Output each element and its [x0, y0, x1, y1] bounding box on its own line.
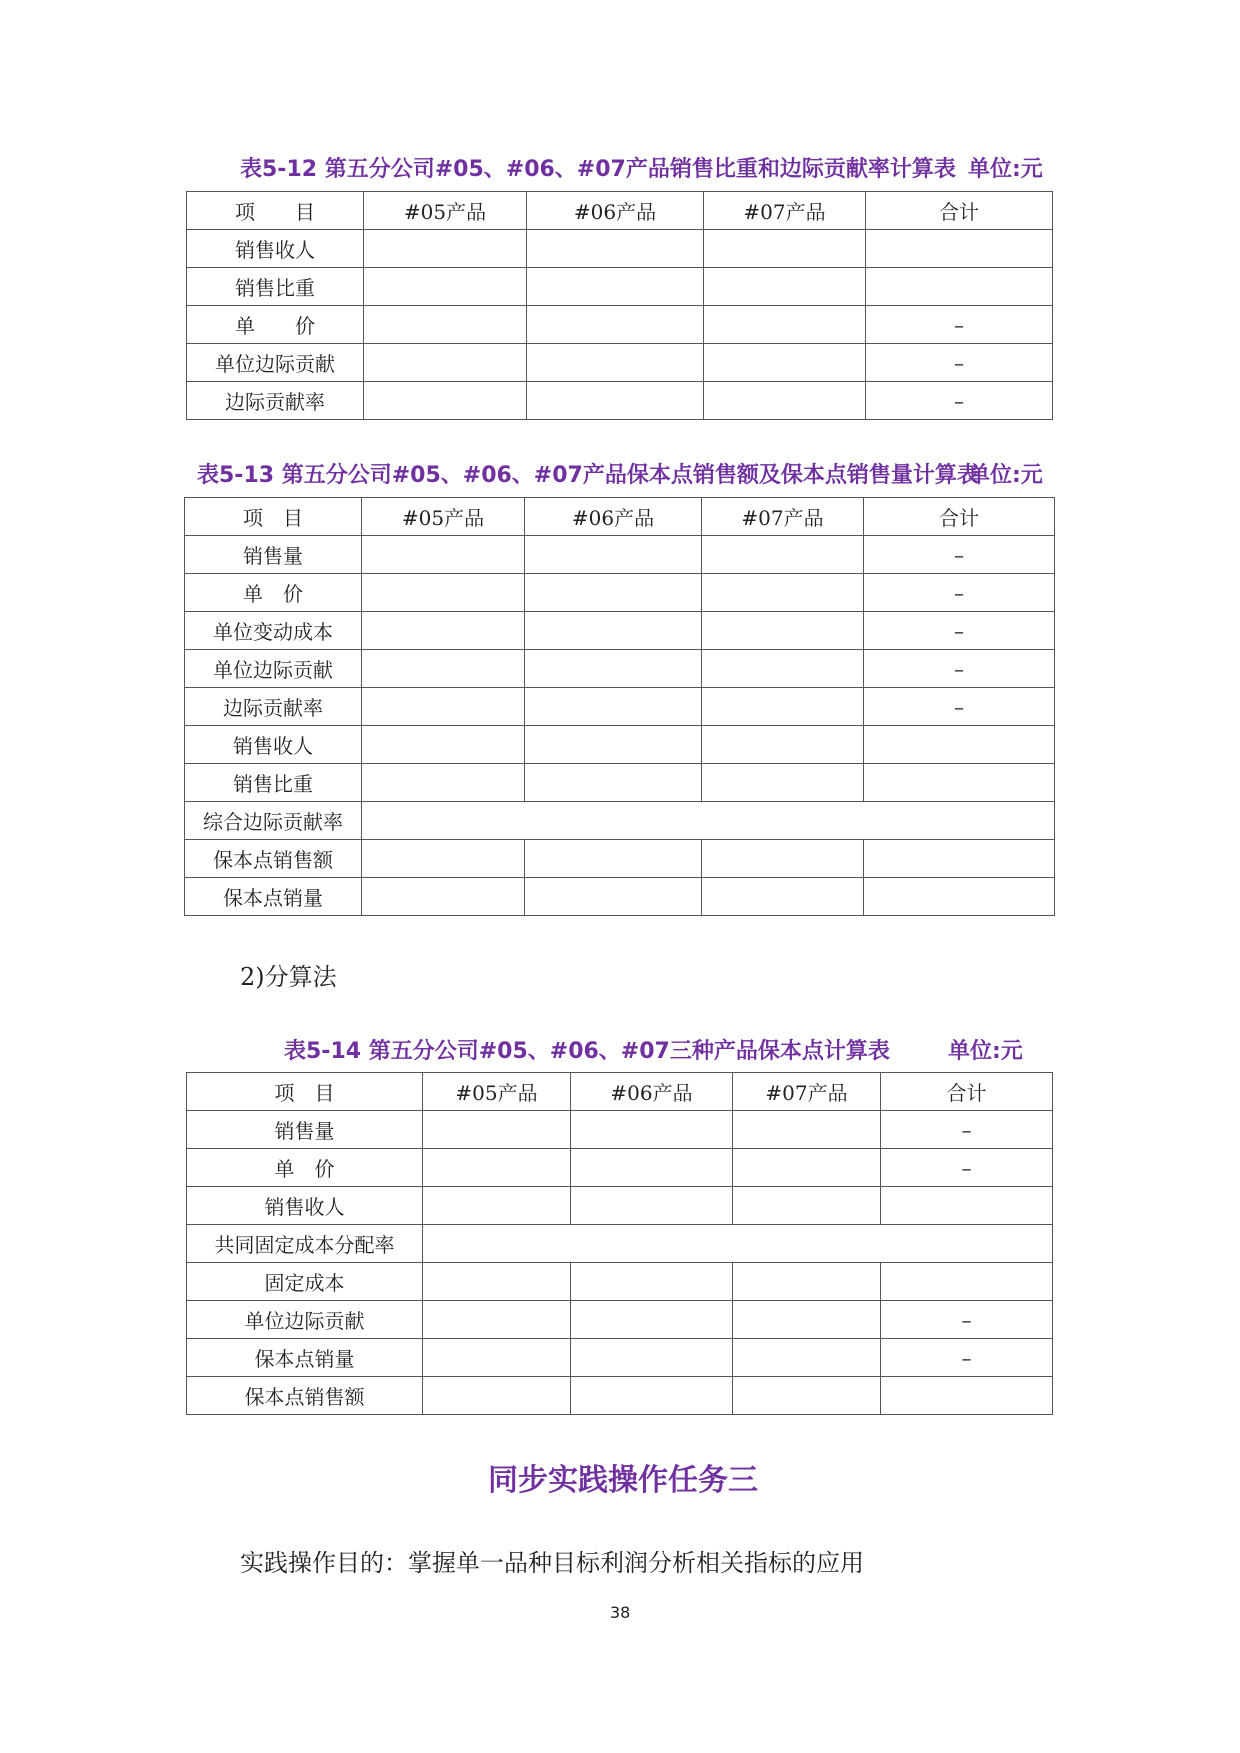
table-cell: – [864, 536, 1055, 574]
table-cell [362, 612, 525, 650]
table-cell: #06产品 [571, 1073, 733, 1111]
table-cell [866, 230, 1053, 268]
table-cell [571, 1187, 733, 1225]
table-cell: – [866, 344, 1053, 382]
table-row [185, 536, 1055, 574]
table-row [185, 612, 1055, 650]
table-cell [364, 268, 527, 306]
table-cell [733, 1377, 881, 1415]
table-cell: – [866, 306, 1053, 344]
table-cell: #07产品 [702, 498, 864, 536]
table-5-13-title: 表5-13 第五分公司#05、#06、#07产品保本点销售额及保本点销售量计算表 [197, 463, 979, 488]
table-cell [702, 536, 864, 574]
row-label: 单位变动成本 [185, 612, 362, 650]
table-cell [525, 650, 702, 688]
table-cell [362, 726, 525, 764]
row-label: 销售收人 [187, 1187, 423, 1225]
row-label: 销售比重 [185, 764, 362, 802]
table-5-13 [184, 497, 1055, 916]
table-row [185, 802, 1055, 840]
table-cell [733, 1301, 881, 1339]
table-row [185, 650, 1055, 688]
table-5-13-unit: 单位:元 [968, 463, 1043, 488]
table-cell [362, 878, 525, 916]
table-cell [423, 1149, 571, 1187]
table-5-14-unit: 单位:元 [948, 1039, 1023, 1064]
row-label: 保本点销量 [187, 1339, 423, 1377]
table-cell [362, 650, 525, 688]
table-row [187, 306, 1053, 344]
section-heading: 同步实践操作任务三 [488, 1463, 758, 1498]
row-label: 单位边际贡献 [187, 1301, 423, 1339]
row-label: 销售量 [187, 1111, 423, 1149]
table-cell [881, 1263, 1053, 1301]
table-cell [702, 878, 864, 916]
table-row [187, 1339, 1053, 1377]
table-row [185, 726, 1055, 764]
table-cell: #06产品 [525, 498, 702, 536]
table-cell [702, 688, 864, 726]
table-row [187, 1301, 1053, 1339]
table-row [187, 344, 1053, 382]
table-cell [364, 306, 527, 344]
table-5-12 [186, 191, 1053, 420]
table-cell [702, 650, 864, 688]
table-cell [702, 574, 864, 612]
table-cell [881, 1187, 1053, 1225]
table-cell [423, 1301, 571, 1339]
table-cell [733, 1149, 881, 1187]
table-cell: #05产品 [423, 1073, 571, 1111]
table-header-row [185, 498, 1055, 536]
table-row [187, 230, 1053, 268]
row-label: 单 价 [187, 306, 364, 344]
table-header-row [187, 1073, 1053, 1111]
table-cell [733, 1111, 881, 1149]
table-cell [423, 1225, 1053, 1263]
table-cell [704, 306, 866, 344]
row-label: 保本点销量 [185, 878, 362, 916]
table-cell [702, 764, 864, 802]
row-label: 项 目 [185, 498, 362, 536]
method-label: 2)分算法 [240, 963, 337, 991]
table-cell [571, 1111, 733, 1149]
table-cell [364, 382, 527, 420]
table-row [187, 1225, 1053, 1263]
table-cell [527, 268, 704, 306]
table-cell [362, 764, 525, 802]
table-row [185, 688, 1055, 726]
page-number: 38 [610, 1603, 631, 1622]
table-cell: – [881, 1111, 1053, 1149]
table-cell [364, 230, 527, 268]
table-cell: #07产品 [733, 1073, 881, 1111]
row-label: 销售比重 [187, 268, 364, 306]
table-cell [423, 1339, 571, 1377]
table-cell [864, 840, 1055, 878]
table-cell [423, 1377, 571, 1415]
row-label: 项 目 [187, 192, 364, 230]
table-row [187, 268, 1053, 306]
table-cell [704, 230, 866, 268]
table-row [185, 574, 1055, 612]
table-cell [525, 840, 702, 878]
table-cell: #07产品 [704, 192, 866, 230]
table-cell [702, 726, 864, 764]
row-label: 保本点销售额 [187, 1377, 423, 1415]
purpose-text: 实践操作目的：掌握单一品种目标利润分析相关指标的应用 [240, 1549, 864, 1577]
table-row [187, 1149, 1053, 1187]
table-cell [364, 344, 527, 382]
table-row [187, 382, 1053, 420]
table-5-12-unit: 单位:元 [968, 157, 1043, 182]
table-row [185, 840, 1055, 878]
table-cell: – [881, 1149, 1053, 1187]
table-cell [571, 1377, 733, 1415]
table-cell [704, 382, 866, 420]
table-cell [571, 1263, 733, 1301]
table-cell [864, 726, 1055, 764]
table-cell [527, 230, 704, 268]
table-cell [362, 574, 525, 612]
table-cell [527, 382, 704, 420]
row-label: 边际贡献率 [187, 382, 364, 420]
table-cell [362, 802, 1055, 840]
table-cell [527, 344, 704, 382]
table-cell: – [864, 612, 1055, 650]
table-cell: #05产品 [364, 192, 527, 230]
table-row [187, 1111, 1053, 1149]
table-cell [571, 1149, 733, 1187]
table-cell: 合计 [866, 192, 1053, 230]
table-cell: #05产品 [362, 498, 525, 536]
table-cell [571, 1301, 733, 1339]
table-cell [423, 1187, 571, 1225]
table-cell [864, 764, 1055, 802]
table-cell [571, 1339, 733, 1377]
table-5-12-title: 表5-12 第五分公司#05、#06、#07产品销售比重和边际贡献率计算表 [240, 157, 956, 182]
row-label: 共同固定成本分配率 [187, 1225, 423, 1263]
table-cell [362, 688, 525, 726]
table-cell [525, 536, 702, 574]
row-label: 综合边际贡献率 [185, 802, 362, 840]
row-label: 单 价 [185, 574, 362, 612]
table-cell: – [864, 574, 1055, 612]
table-5-14-title: 表5-14 第五分公司#05、#06、#07三种产品保本点计算表 [284, 1039, 890, 1064]
table-cell [733, 1263, 881, 1301]
table-cell: – [881, 1301, 1053, 1339]
row-label: 边际贡献率 [185, 688, 362, 726]
table-cell [423, 1111, 571, 1149]
table-cell [527, 306, 704, 344]
table-row [187, 1263, 1053, 1301]
row-label: 固定成本 [187, 1263, 423, 1301]
table-cell [525, 878, 702, 916]
table-cell [733, 1187, 881, 1225]
table-cell: – [866, 382, 1053, 420]
table-row [185, 764, 1055, 802]
row-label: 项 目 [187, 1073, 423, 1111]
table-cell: – [881, 1339, 1053, 1377]
table-cell [362, 840, 525, 878]
table-cell [866, 268, 1053, 306]
table-cell [525, 688, 702, 726]
table-cell [362, 536, 525, 574]
table-cell: – [864, 650, 1055, 688]
table-cell [702, 612, 864, 650]
table-cell [423, 1263, 571, 1301]
table-row [187, 1187, 1053, 1225]
table-cell [864, 878, 1055, 916]
table-cell: 合计 [881, 1073, 1053, 1111]
table-cell [702, 840, 864, 878]
table-cell: 合计 [864, 498, 1055, 536]
row-label: 保本点销售额 [185, 840, 362, 878]
row-label: 销售收人 [185, 726, 362, 764]
table-cell [525, 574, 702, 612]
table-5-14 [186, 1072, 1053, 1415]
table-cell [733, 1339, 881, 1377]
table-header-row [187, 192, 1053, 230]
table-cell [525, 764, 702, 802]
row-label: 单 价 [187, 1149, 423, 1187]
row-label: 单位边际贡献 [187, 344, 364, 382]
row-label: 销售量 [185, 536, 362, 574]
table-cell [704, 268, 866, 306]
table-cell [881, 1377, 1053, 1415]
row-label: 单位边际贡献 [185, 650, 362, 688]
table-cell [704, 344, 866, 382]
table-row [185, 878, 1055, 916]
row-label: 销售收人 [187, 230, 364, 268]
table-cell: – [864, 688, 1055, 726]
table-cell [525, 612, 702, 650]
table-cell [525, 726, 702, 764]
table-row [187, 1377, 1053, 1415]
table-cell: #06产品 [527, 192, 704, 230]
